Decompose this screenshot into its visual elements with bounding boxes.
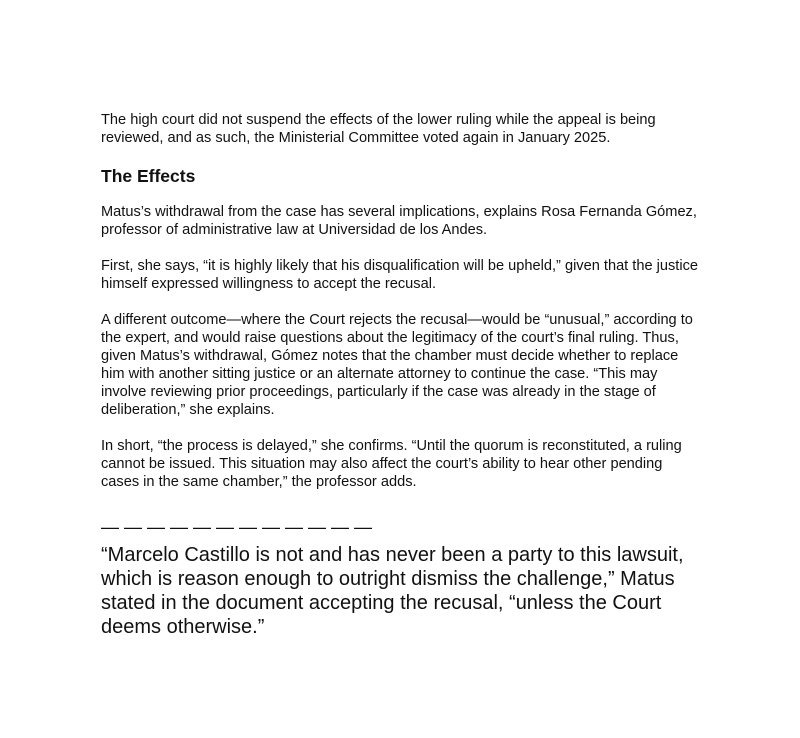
- article-body: [101, 111, 701, 639]
- paragraph-process-delayed: In short, “the process is delayed,” she confirms. “Until the quorum is reconstituted, a ruling cannot be issued. This situation may also affect the court’s ability to hear other pending cases in the same chamber,” the professor adds.: [101, 438, 682, 490]
- paragraph-implications: Matus’s withdrawal from the case has several implications, explains Rosa Fernanda Gómez, professor of administrative law at Universidad de los Andes.: [101, 204, 697, 238]
- section-heading: The Effects: [101, 166, 196, 186]
- paragraph-first-point: First, she says, “it is highly likely that his disqualification will be upheld,” given that the justice himself expressed willingness to accept the recusal.: [101, 258, 698, 292]
- paragraph-intro: The high court did not suspend the effects of the lower ruling while the appeal is being reviewed, and as such, the Ministerial Committee voted again in January 2025.: [101, 112, 656, 146]
- section-divider: — — — — — — — — — — — —: [101, 517, 373, 537]
- pull-quote: “Marcelo Castillo is not and has never been a party to this lawsuit, which is reason enough to outright dismiss the challenge,” Matus stated in the document accepting the recusal, “unless the Court deems otherwise.”: [101, 544, 684, 638]
- paragraph-different-outcome: A different outcome—where the Court rejects the recusal—would be “unusual,” according to the expert, and would raise questions about the legitimacy of the court’s final ruling. Thus, given Matus’s withdrawal, Gómez notes that the chamber must decide whether to replace him with another sitting justice or an alternate attorney to continue the case. “This may involve reviewing prior proceedings, particularly if the case was already in the stage of deliberation,” she explains.: [101, 312, 693, 418]
